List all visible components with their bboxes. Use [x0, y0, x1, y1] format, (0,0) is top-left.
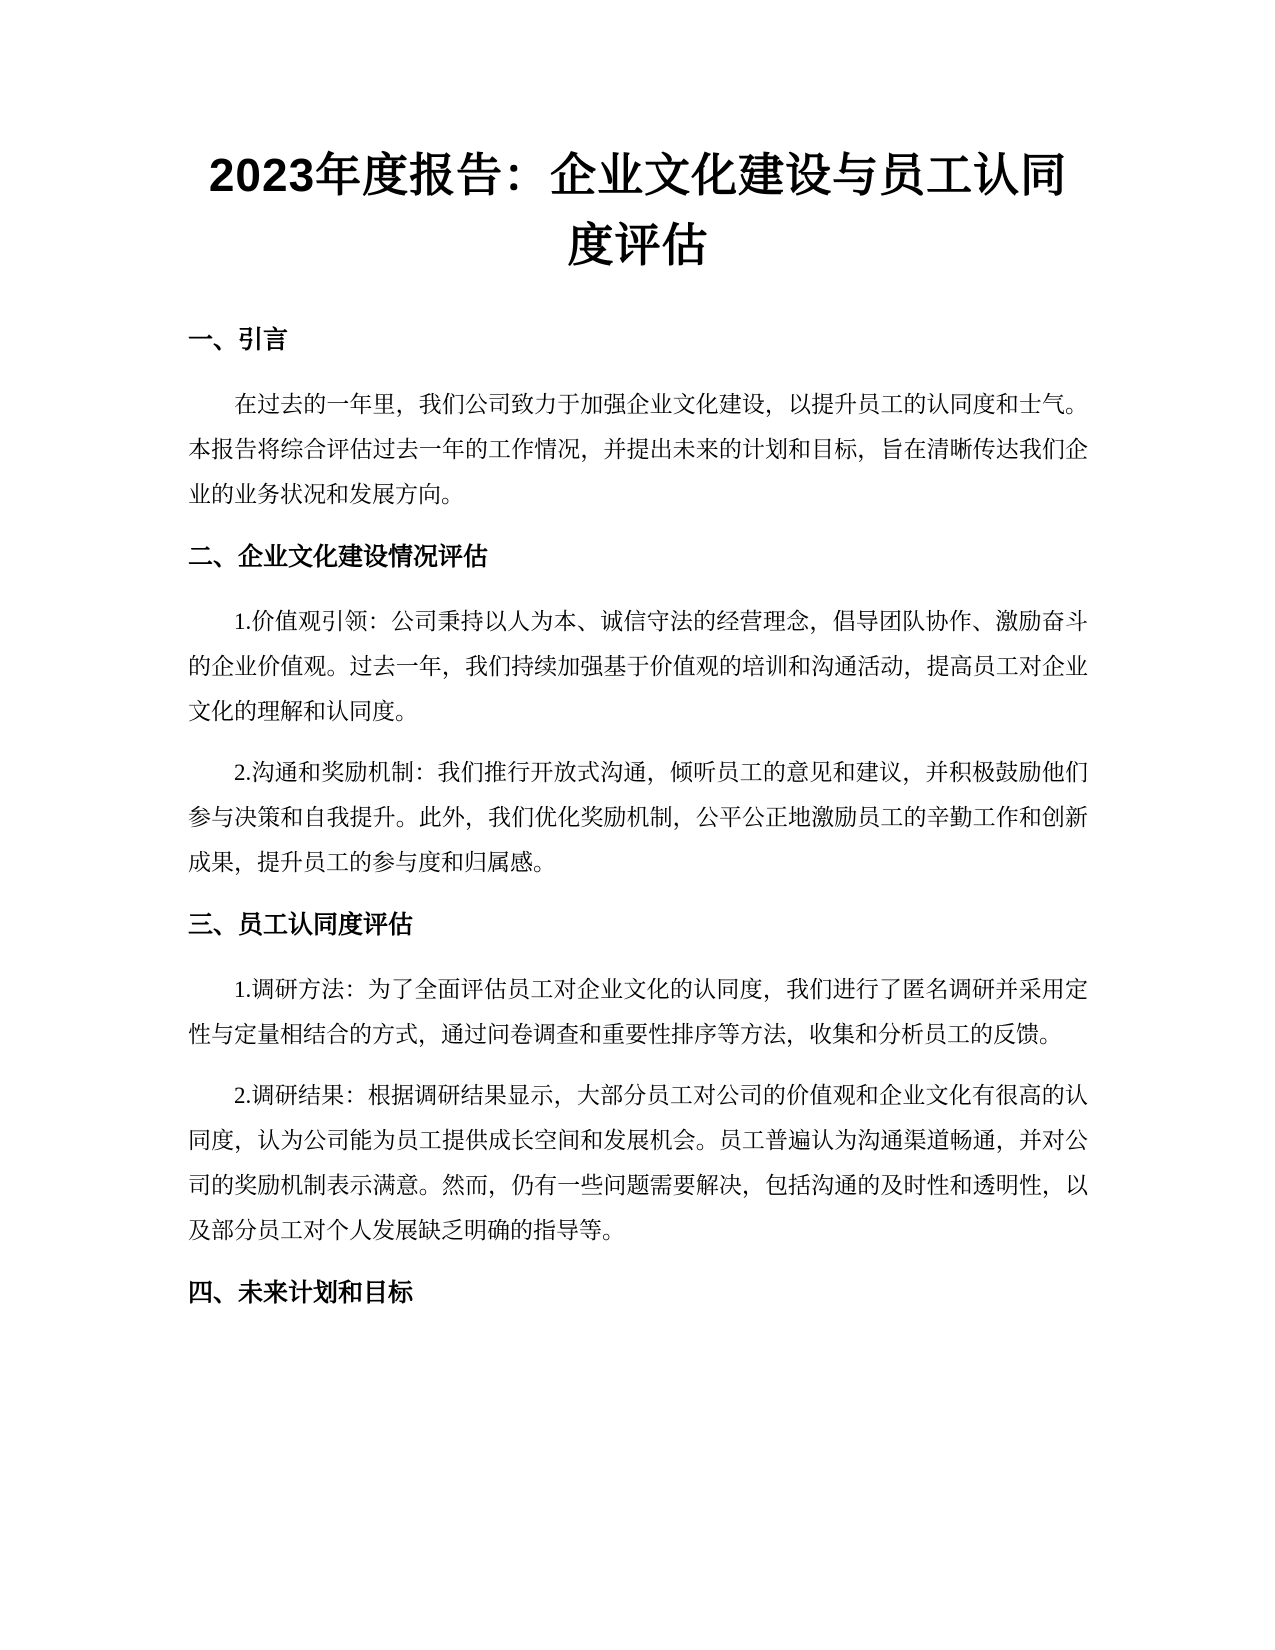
section-heading-employee-identification: 三、员工认同度评估 — [188, 911, 414, 939]
paragraph-communication-rewards: 2.沟通和奖励机制：我们推行开放式沟通，倾听员工的意见和建议，并积极鼓励他们参与决策和自我提升。此外，我们优化奖励机制，公平公正地激励员工的辛勤工作和创新成果，提升员工的参与度和归属感。 — [188, 760, 1088, 875]
paragraph-survey-results: 2.调研结果：根据调研结果显示，大部分员工对公司的价值观和企业文化有很高的认同度，认为公司能为员工提供成长空间和发展机会。员工普遍认为沟通渠道畅通，并对公司的奖励机制表示满意。然而，仍有一些问题需要解决，包括沟通的及时性和透明性，以及部分员工对个人发展缺乏明确的指导等。 — [188, 1083, 1088, 1243]
document-page — [188, 140, 1088, 1311]
section-heading-introduction: 一、引言 — [188, 326, 289, 354]
document-title: 2023年度报告：企业文化建设与员工认同度评估 — [208, 149, 1068, 271]
paragraph-survey-method: 1.调研方法：为了全面评估员工对企业文化的认同度，我们进行了匿名调研并采用定性与定量相结合的方式，通过问卷调查和重要性排序等方法，收集和分析员工的反馈。 — [188, 977, 1088, 1047]
paragraph-values-guidance: 1.价值观引领：公司秉持以人为本、诚信守法的经营理念，倡导团队协作、激励奋斗的企业价值观。过去一年，我们持续加强基于价值观的培训和沟通活动，提高员工对企业文化的理解和认同度。 — [188, 609, 1088, 724]
paragraph-introduction: 在过去的一年里，我们公司致力于加强企业文化建设，以提升员工的认同度和士气。本报告将综合评估过去一年的工作情况，并提出未来的计划和目标，旨在清晰传达我们企业的业务状况和发展方向。 — [188, 392, 1088, 507]
section-heading-future-plans: 四、未来计划和目标 — [188, 1279, 414, 1307]
section-heading-culture-assessment: 二、企业文化建设情况评估 — [188, 543, 489, 571]
